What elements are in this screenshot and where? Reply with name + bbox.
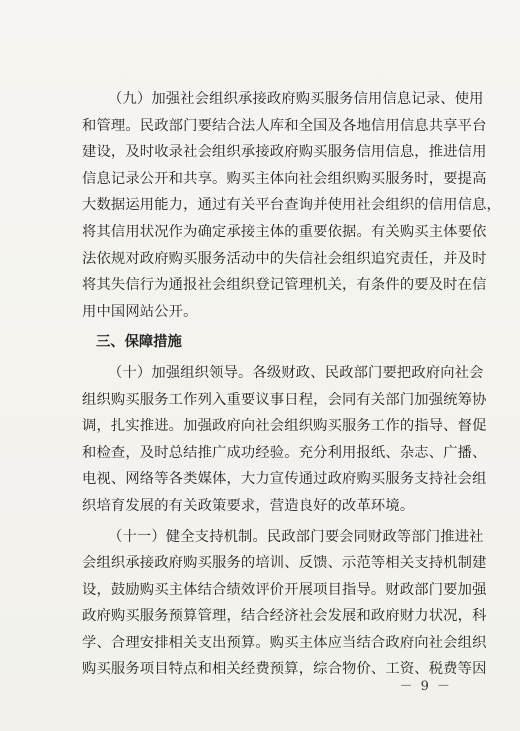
paragraph-11 (82, 524, 487, 684)
section-heading: 三、保障措施 (96, 334, 182, 351)
paragraph-line: 用中国网站公开。 (82, 303, 198, 320)
paragraph-line: 建设，及时收录社会组织承接政府购买服务信用信息，推进信用 (82, 144, 487, 161)
paragraph-9 (82, 86, 501, 325)
paragraph-line: 组织购买服务工作列入重要议事日程，会同有关部门加强统筹协 (82, 391, 487, 408)
paragraph-line: 学、合理安排相关支出预算。购买主体应当结合政府向社会组织 (82, 634, 487, 651)
paragraph-line: 会组织承接政府购买服务的培训、反馈、示范等相关支持机制建 (82, 555, 487, 572)
paragraph-10 (82, 360, 487, 520)
page-number: － 9 － (399, 679, 452, 694)
paragraph-line: 信息记录公开和共享。购买主体向社会组织购买服务时，要提高 (82, 170, 487, 187)
paragraph-line: 将其失信行为通报社会组织登记管理机关，有条件的要及时在信 (82, 277, 487, 294)
document-body (82, 86, 501, 683)
paragraph-line: 将其信用状况作为确定承接主体的重要依据。有关购买主体要依 (82, 223, 487, 240)
paragraph-line: 织培育发展的有关政策要求，营造良好的改革环境。 (82, 497, 415, 514)
paragraph-line: 设，鼓励购买主体结合绩效评价开展项目指导。财政部门要加强 (82, 581, 487, 598)
paragraph-line: 调，扎实推进。加强政府向社会组织购买服务工作的指导、督促 (82, 418, 487, 435)
paragraph-line: 和管理。民政部门要结合法人库和全国及各地信用信息共享平台 (82, 117, 487, 134)
paragraph-line: 法依规对政府购买服务活动中的失信社会组织追究责任，并及时 (82, 250, 487, 267)
paragraph-line: （十一）健全支持机制。民政部门要会同财政等部门推进社 (108, 528, 484, 545)
paragraph-line: 电视、网络等各类媒体，大力宣传通过政府购买服务支持社会组 (82, 471, 487, 488)
paragraph-line: 大数据运用能力，通过有关平台查询并使用社会组织的信用信息， (82, 197, 501, 214)
paragraph-line: （十）加强组织领导。各级财政、民政部门要把政府向社会 (108, 364, 484, 381)
paragraph-line: （九）加强社会组织承接政府购买服务信用信息记录、使用 (108, 91, 484, 107)
paragraph-line: 和检查，及时总结推广成功经验。充分利用报纸、杂志、广播、 (82, 444, 487, 461)
paragraph-line: 政府购买服务预算管理，结合经济社会发展和政府财力状况，科 (82, 608, 487, 625)
paragraph-line: 购买服务项目特点和相关经费预算，综合物价、工资、税费等因 (82, 661, 487, 678)
